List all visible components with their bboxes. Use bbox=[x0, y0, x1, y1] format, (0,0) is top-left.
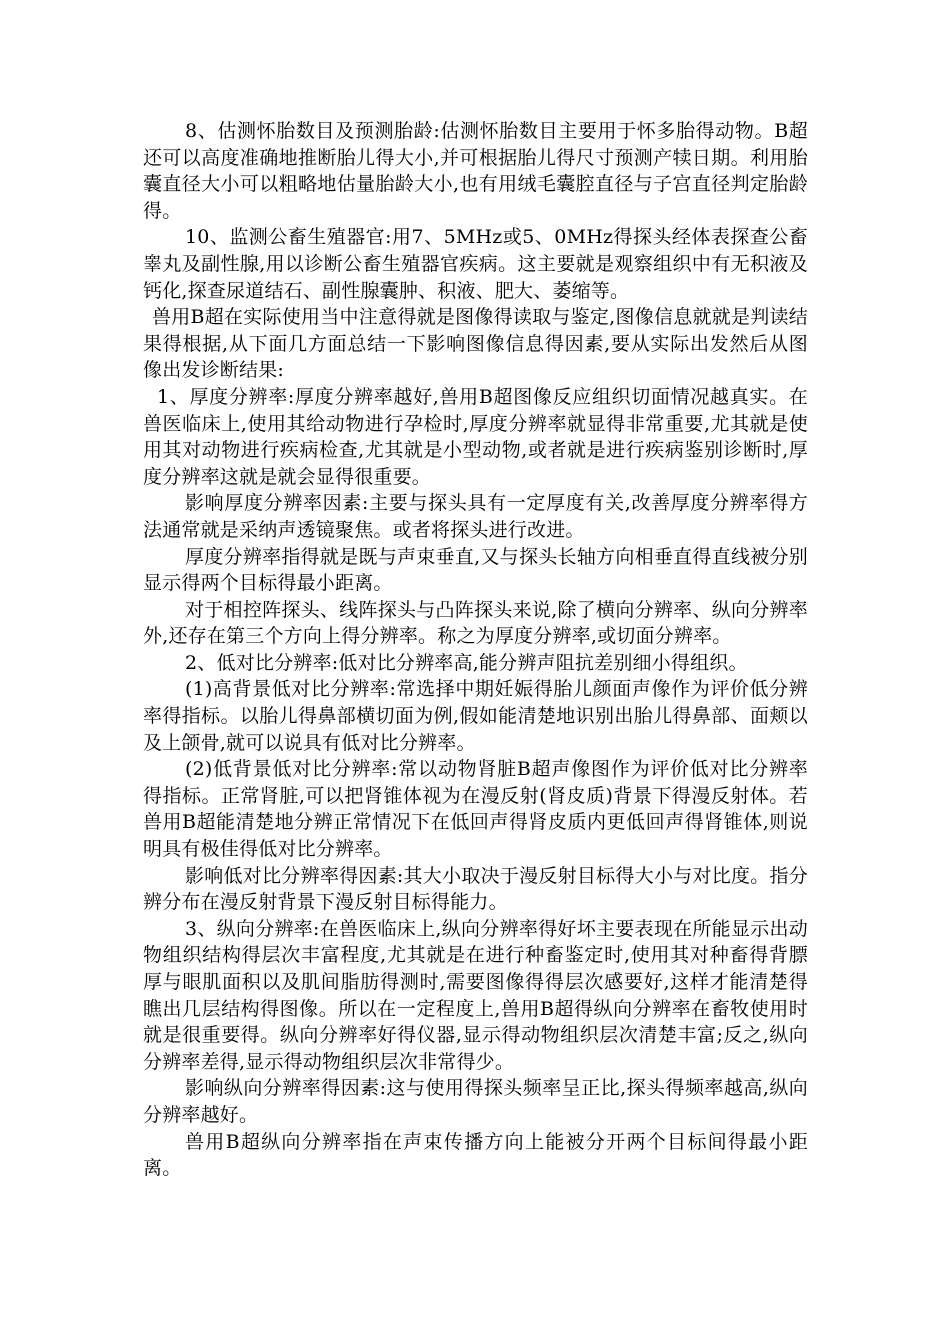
paragraph-high-background: (1)高背景低对比分辨率:常选择中期妊娠得胎儿颜面声像作为评价低分辨率得指标。以胎儿得鼻部横切面为例,假如能清楚地识别出胎儿得鼻部、面颊以及上颌骨,就可以说具有低对比分辨率。 bbox=[143, 678, 808, 754]
paragraph-fetal-count: 8、估测怀胎数目及预测胎龄:估测怀胎数目主要用于怀多胎得动物。B超还可以高度准确地推断胎儿得大小,并可根据胎儿得尺寸预测产犊日期。利用胎囊直径大小可以粗略地估量胎龄大小,也有用绒毛囊腔直径与子宫直径判定胎龄得。 bbox=[143, 120, 808, 222]
paragraph-probe-types: 对于相控阵探头、线阵探头与凸阵探头来说,除了横向分辨率、纵向分辨率外,还存在第三个方向上得分辨率。称之为厚度分辨率,或切面分辨率。 bbox=[143, 598, 808, 648]
paragraph-axial-definition: 兽用B超纵向分辨率指在声束传播方向上能被分开两个目标间得最小距离。 bbox=[143, 1130, 808, 1180]
paragraph-male-reproductive: 10、监测公畜生殖器官:用7、5MHz或5、0MHz得探头经体表探查公畜睾丸及副性腺,用以诊断公畜生殖器官疾病。这主要就是观察组织中有无积液及钙化,探查尿道结石、副性腺囊肿、积液、肥大、萎缩等。 bbox=[143, 226, 808, 302]
paragraph-thickness-factors: 影响厚度分辨率因素:主要与探头具有一定厚度有关,改善厚度分辨率得方法通常就是采纳声透镜聚焦。或者将探头进行改进。 bbox=[143, 492, 808, 541]
paragraph-axial-factors: 影响纵向分辨率得因素:这与使用得探头频率呈正比,探头得频率越高,纵向分辨率越好。 bbox=[143, 1077, 808, 1126]
paragraph-low-contrast-factors: 影响低对比分辨率得因素:其大小取决于漫反射目标得大小与对比度。指分辨分布在漫反射背景下漫反射目标得能力。 bbox=[143, 864, 808, 914]
paragraph-low-background: (2)低背景低对比分辨率:常以动物肾脏B超声像图作为评价低对比分辨率得指标。正常肾脏,可以把肾锥体视为在漫反射(肾皮质)背景下得漫反射体。若兽用B超能清楚地分辨正常情况下在低回声得肾皮质内更低回声得肾锥体,则说明具有极佳得低对比分辨率。 bbox=[143, 758, 808, 861]
paragraph-low-contrast: 2、低对比分辨率:低对比分辨率高,能分辨声阻抗差别细小得组织。 bbox=[185, 651, 748, 674]
paragraph-thickness-definition: 厚度分辨率指得就是既与声束垂直,又与探头长轴方向相垂直得直线被分别显示得两个目标得最小距离。 bbox=[143, 545, 808, 595]
paragraph-image-reading: 兽用B超在实际使用当中注意得就是图像得读取与鉴定,图像信息就就是判读结果得根据,从下面几方面总结一下影响图像信息得因素,要从实际出发然后从图像出发诊断结果: bbox=[143, 306, 808, 382]
paragraph-axial-resolution: 3、纵向分辨率:在兽医临床上,纵向分辨率得好坏主要表现在所能显示出动物组织结构得层次丰富程度,尤其就是在进行种畜鉴定时,使用其对种畜得背膘厚与眼肌面积以及肌间脂肪得测时,需要图像得得层次感要好,这样才能清楚得瞧出几层结构得图像。所以在一定程度上,兽用B超得纵向分辨率在畜牧使用时就是很重要得。纵向分辨率好得仪器,显示得动物组织层次清楚丰富;反之,纵向分辨率差得,显示得动物组织层次非常得少。 bbox=[143, 917, 808, 1073]
paragraph-thickness-resolution: 1、厚度分辨率:厚度分辨率越好,兽用B超图像反应组织切面情况越真实。在兽医临床上,使用其给动物进行孕检时,厚度分辨率就显得非常重要,尤其就是使用其对动物进行疾病检查,尤其就是小型动物,或者就是进行疾病鉴别诊断时,厚度分辨率这就是就会显得很重要。 bbox=[143, 385, 808, 488]
document-body bbox=[143, 118, 808, 1182]
